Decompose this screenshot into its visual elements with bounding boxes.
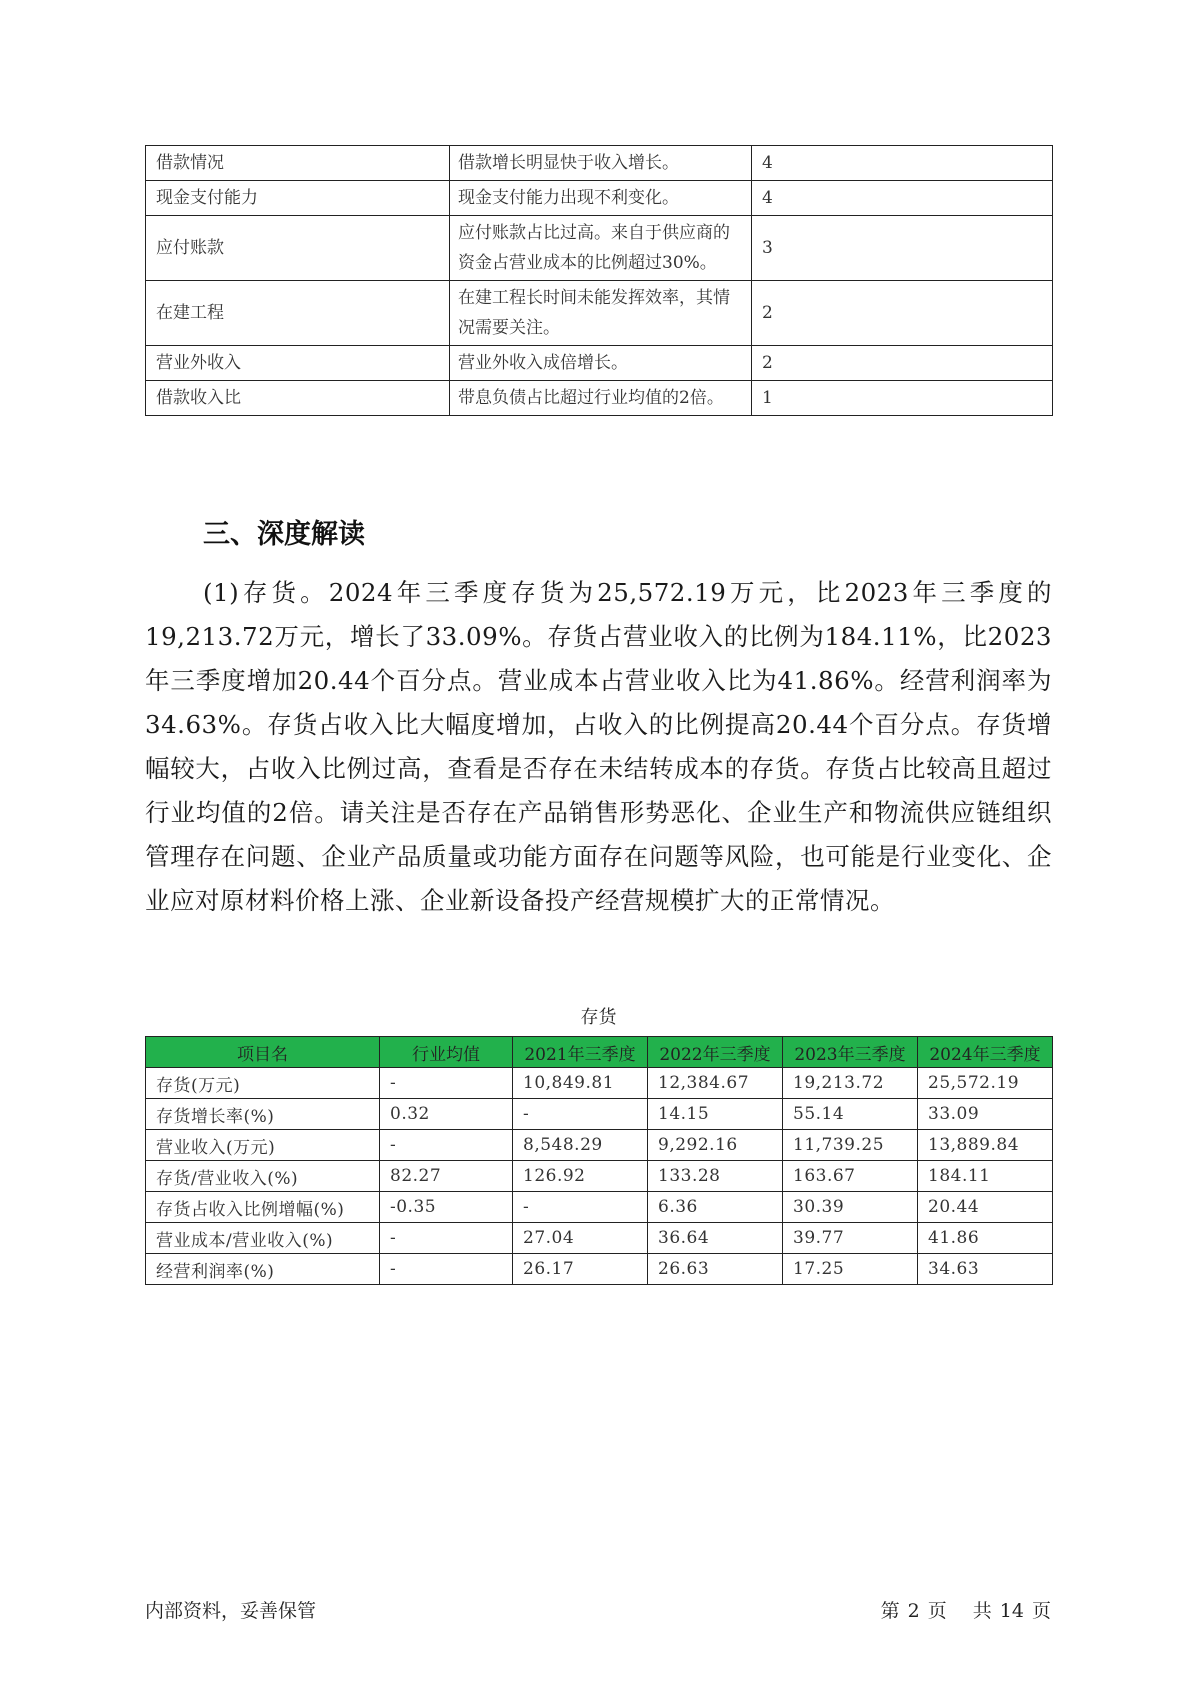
table-row — [146, 381, 1053, 416]
risk-description: 现金支付能力出现不利变化。 — [450, 181, 752, 216]
table-cell: 11,739.25 — [783, 1130, 918, 1161]
table-cell: 41.86 — [918, 1223, 1053, 1254]
table-cell: 26.17 — [513, 1254, 648, 1285]
table-cell: 126.92 — [513, 1161, 648, 1192]
analysis-paragraph: (1)存货。2024年三季度存货为25,572.19万元，比2023年三季度的19,213.72万元，增长了33.09%。存货占营业收入的比例为184.11%，比2023年三季度增加20.44个百分点。营业成本占营业收入比为41.86%。经营利润率为34.63%。存货占收入比大幅度增加，占收入的比例提高20.44个百分点。存货增幅较大，占收入比例过高，查看是否存在未结转成本的存货。存货占比较高且超过行业均值的2倍。请关注是否存在产品销售形势恶化、企业生产和物流供应链组织管理存在问题、企业产品质量或功能方面存在问题等风险，也可能是行业变化、企业应对原材料价格上涨、企业新设备投产经营规模扩大的正常情况。 — [145, 578, 1052, 915]
table-row — [146, 1099, 1053, 1130]
risk-item: 借款情况 — [146, 146, 450, 181]
page-number: 2 — [907, 1600, 920, 1622]
table-cell: 163.67 — [783, 1161, 918, 1192]
risk-item: 在建工程 — [146, 281, 450, 346]
table-row — [146, 216, 1053, 281]
risk-description: 应付账款占比过高。来自于供应商的资金占营业成本的比例超过30%。 — [450, 216, 752, 281]
total-prefix: 共 — [972, 1600, 992, 1622]
table-cell: - — [513, 1099, 648, 1130]
table-cell: -0.35 — [380, 1192, 513, 1223]
risk-item: 借款收入比 — [146, 381, 450, 416]
table-cell: 存货增长率(%) — [146, 1099, 380, 1130]
risk-score: 1 — [752, 381, 1053, 416]
table-cell: - — [380, 1130, 513, 1161]
table-cell: 0.32 — [380, 1099, 513, 1130]
table-cell: 30.39 — [783, 1192, 918, 1223]
column-header: 2022年三季度 — [648, 1037, 783, 1068]
total-pages: 14 — [999, 1600, 1024, 1622]
table-cell: 营业成本/营业收入(%) — [146, 1223, 380, 1254]
inventory-table — [145, 1036, 1053, 1285]
risk-item: 现金支付能力 — [146, 181, 450, 216]
table-cell: 27.04 — [513, 1223, 648, 1254]
column-header: 2021年三季度 — [513, 1037, 648, 1068]
table-header-row — [146, 1037, 1053, 1068]
table-row — [146, 1161, 1053, 1192]
table-cell: 13,889.84 — [918, 1130, 1053, 1161]
table-cell: 19,213.72 — [783, 1068, 918, 1099]
total-unit: 页 — [1031, 1600, 1051, 1622]
page-indicator — [873, 1596, 1051, 1623]
table-cell: - — [380, 1254, 513, 1285]
table-row — [146, 146, 1053, 181]
table-cell: 6.36 — [648, 1192, 783, 1223]
table-cell: 82.27 — [380, 1161, 513, 1192]
table-cell: 营业收入(万元) — [146, 1130, 380, 1161]
risk-description: 在建工程长时间未能发挥效率，其情况需要关注。 — [450, 281, 752, 346]
table-cell: 55.14 — [783, 1099, 918, 1130]
table-cell: 26.63 — [648, 1254, 783, 1285]
table-cell: 存货占收入比例增幅(%) — [146, 1192, 380, 1223]
risk-score: 2 — [752, 281, 1053, 346]
risk-item: 营业外收入 — [146, 346, 450, 381]
page-prefix: 第 — [880, 1600, 900, 1622]
table-cell: 9,292.16 — [648, 1130, 783, 1161]
table-cell: 12,384.67 — [648, 1068, 783, 1099]
table-row — [146, 1223, 1053, 1254]
column-header: 2023年三季度 — [783, 1037, 918, 1068]
risk-score: 3 — [752, 216, 1053, 281]
table-cell: 存货(万元) — [146, 1068, 380, 1099]
table-row — [146, 1068, 1053, 1099]
table-cell: 10,849.81 — [513, 1068, 648, 1099]
table-cell: 184.11 — [918, 1161, 1053, 1192]
confidentiality-note: 内部资料，妥善保管 — [145, 1600, 317, 1622]
table-cell: 存货/营业收入(%) — [146, 1161, 380, 1192]
risk-score: 4 — [752, 181, 1053, 216]
table-cell: 25,572.19 — [918, 1068, 1053, 1099]
table-cell: 14.15 — [648, 1099, 783, 1130]
risk-indicator-table — [145, 145, 1053, 416]
table-cell: 36.64 — [648, 1223, 783, 1254]
table-row — [146, 181, 1053, 216]
risk-score: 2 — [752, 346, 1053, 381]
column-header: 项目名 — [146, 1037, 380, 1068]
risk-score: 4 — [752, 146, 1053, 181]
column-header: 行业均值 — [380, 1037, 513, 1068]
table-cell: 经营利润率(%) — [146, 1254, 380, 1285]
risk-description: 营业外收入成倍增长。 — [450, 346, 752, 381]
table-cell: 8,548.29 — [513, 1130, 648, 1161]
table-row — [146, 346, 1053, 381]
table-cell: 17.25 — [783, 1254, 918, 1285]
column-header: 2024年三季度 — [918, 1037, 1053, 1068]
table-cell: 33.09 — [918, 1099, 1053, 1130]
table-cell: 20.44 — [918, 1192, 1053, 1223]
table-cell: - — [380, 1223, 513, 1254]
table-cell: 39.77 — [783, 1223, 918, 1254]
table-row — [146, 1254, 1053, 1285]
section-title: 三、深度解读 — [203, 519, 365, 550]
page-unit: 页 — [927, 1600, 947, 1622]
risk-description: 借款增长明显快于收入增长。 — [450, 146, 752, 181]
table-caption: 存货 — [580, 1007, 617, 1028]
risk-item: 应付账款 — [146, 216, 450, 281]
table-row — [146, 1130, 1053, 1161]
table-cell: 133.28 — [648, 1161, 783, 1192]
table-cell: 34.63 — [918, 1254, 1053, 1285]
table-row — [146, 281, 1053, 346]
table-cell: - — [380, 1068, 513, 1099]
table-row — [146, 1192, 1053, 1223]
table-cell: - — [513, 1192, 648, 1223]
risk-description: 带息负债占比超过行业均值的2倍。 — [450, 381, 752, 416]
